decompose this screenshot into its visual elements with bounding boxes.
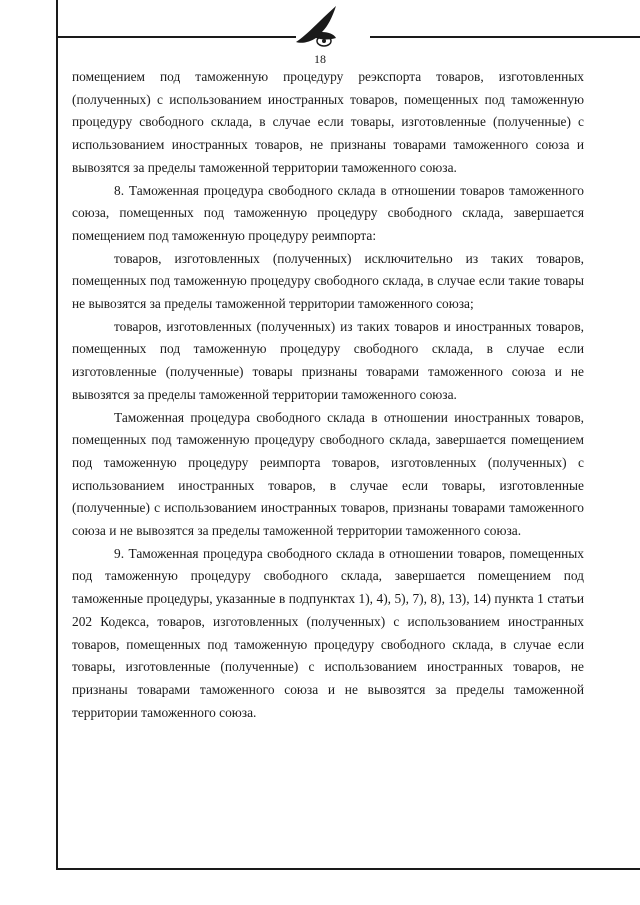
- page-number: 18: [314, 52, 326, 66]
- top-rule-right: [370, 36, 640, 38]
- paragraph-continuation: помещением под таможенную процедуру реэкспорта товаров, изготовленных (полученных) с использованием иностранных товаров, помещенных под таможенную процедуру свободного склада, в случае если товары, изготовленные (полученные) с использованием иностранных товаров, не признаны товарами таможенного союза и вывозятся за пределы таможенной территории таможенного союза.: [72, 69, 584, 175]
- top-rule-left: [56, 36, 296, 38]
- paragraph-8-item-2: товаров, изготовленных (полученных) из таких товаров и иностранных товаров, помещенных под таможенную процедуру свободного склада, в случае если изготовленные (полученные) товары признаны товарами таможенного союза и не вывозятся за пределы таможенной территории таможенного союза.: [72, 318, 584, 402]
- paragraph-8: 8. Таможенная процедура свободного склада в отношении товаров таможенного союза, помещенных под таможенную процедуру свободного склада, завершается помещением под таможенную процедуру реимпорта:: [72, 182, 584, 243]
- paragraph-8-foreign-goods: Таможенная процедура свободного склада в отношении иностранных товаров, помещенных под таможенную процедуру свободного склада, завершается помещением под таможенную процедуру реимпорта товаров, изготовленных (полученных) с использованием иностранных товаров, в случае если товары, изготовленные (полученные) с использованием иностранных товаров, признаны товарами таможенного союза и не вывозятся за пределы таможенной территории таможенного союза.: [72, 409, 584, 539]
- document-body: [72, 66, 584, 724]
- paragraph-9: 9. Таможенная процедура свободного склада в отношении товаров, помещенных под таможенную процедуру свободного склада, завершается помещением под таможенные процедуры, указанные в подпунктах 1), 4), 5), 7), 8), 13), 14) пункта 1 статьи 202 Кодекса, товаров, изготовленных (полученных) с использованием иностранных товаров, помещенных под таможенную процедуру свободного склада, в случае если товары, изготовленные (полученные) с использованием иностранных товаров, не признаны товарами таможенного союза и не вывозятся за пределы таможенной территории таможенного союза.: [72, 545, 584, 720]
- paragraph-8-item-1: товаров, изготовленных (полученных) исключительно из таких товаров, помещенных под таможенную процедуру свободного склада, в случае если такие товары не вывозятся за пределы таможенной территории таможенного союза;: [72, 250, 584, 312]
- bird-emblem-icon: [288, 2, 348, 52]
